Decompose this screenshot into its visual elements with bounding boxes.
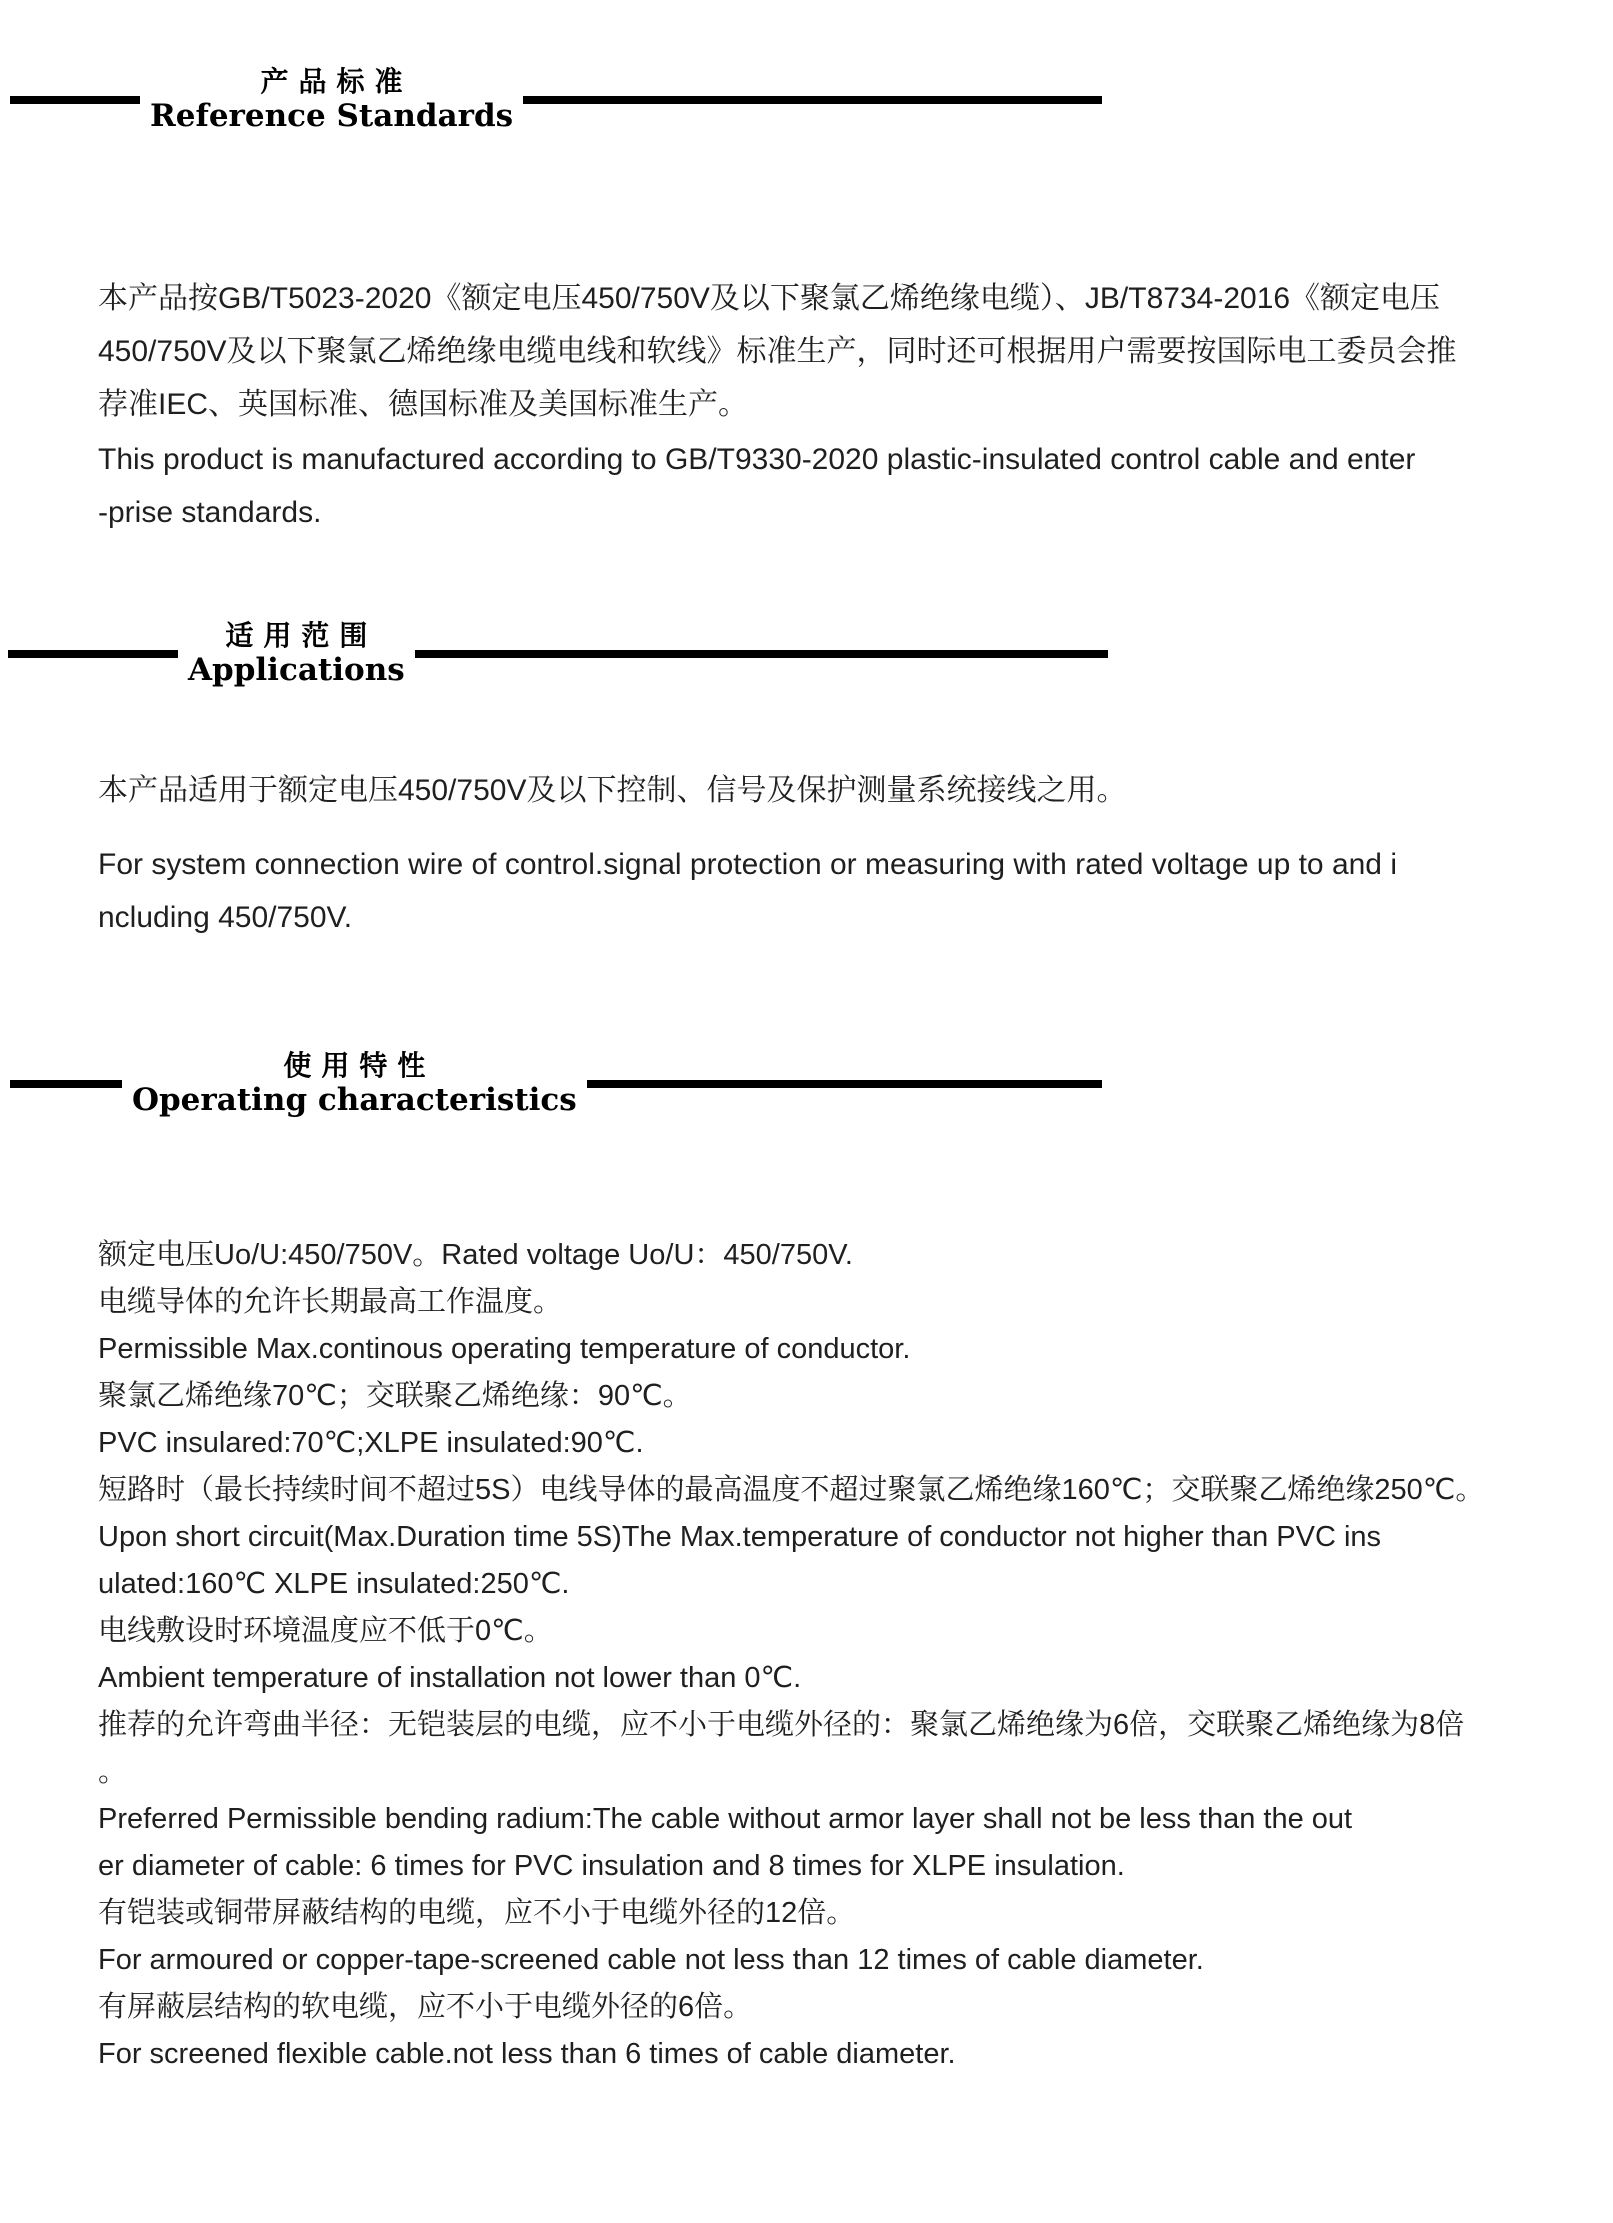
- characteristic-line: Ambient temperature of installation not lower than 0℃.: [98, 1662, 802, 1694]
- paragraph-line: This product is manufactured according to GB/T9330-2020 plastic-insulated control cable and enter: [98, 443, 1416, 476]
- header-divider-right: [587, 1080, 1102, 1088]
- characteristic-line: er diameter of cable: 6 times for PVC insulation and 8 times for XLPE insulation.: [98, 1850, 1125, 1882]
- section-title-block: [178, 620, 415, 688]
- section-title-cn: 产品标准: [260, 65, 413, 98]
- characteristic-line: 推荐的允许弯曲半径：无铠装层的电缆，应不小于电缆外径的：聚氯乙烯绝缘为6倍，交联聚乙烯绝缘为8倍: [98, 1709, 1465, 1741]
- characteristic-line: 。: [98, 1756, 128, 1788]
- section-header-reference-standards: [10, 66, 1102, 134]
- paragraph-line: 450/750V及以下聚氯乙烯绝缘电缆电线和软线》标准生产，同时还可根据用户需要按国际电工委员会推: [98, 335, 1457, 368]
- paragraph-line: 本产品适用于额定电压450/750V及以下控制、信号及保护测量系统接线之用。: [98, 774, 1127, 807]
- characteristic-line: Upon short circuit(Max.Duration time 5S)The Max.temperature of conductor not higher than PVC ins: [98, 1521, 1382, 1553]
- section-title-en: Applications: [188, 652, 405, 688]
- section-title-en: Reference Standards: [150, 98, 514, 134]
- header-divider-left: [8, 650, 178, 658]
- operating-characteristics-body: [98, 1232, 1484, 2078]
- paragraph-line: -prise standards.: [98, 496, 322, 529]
- characteristic-line: For armoured or copper-tape-screened cable not less than 12 times of cable diameter.: [98, 1944, 1204, 1976]
- paragraph-line: For system connection wire of control.signal protection or measuring with rated voltage up to and i: [98, 848, 1397, 881]
- characteristic-line: For screened flexible cable.not less than 6 times of cable diameter.: [98, 2038, 956, 2070]
- header-divider-right: [415, 650, 1108, 658]
- characteristic-line: Permissible Max.continous operating temperature of conductor.: [98, 1333, 911, 1365]
- header-divider-right: [523, 96, 1102, 104]
- characteristic-line: 电缆导体的允许长期最高工作温度。: [98, 1286, 563, 1318]
- paragraph-line: 本产品按GB/T5023-2020《额定电压450/750V及以下聚氯乙烯绝缘电缆）、JB/T8734-2016《额定电压: [98, 282, 1441, 315]
- reference-standards-paragraph-cn: [98, 272, 1456, 431]
- characteristic-line: ulated:160℃ XLPE insulated:250℃.: [98, 1568, 570, 1600]
- characteristic-line: Preferred Permissible bending radium:The cable without armor layer shall not be less than the out: [98, 1803, 1353, 1835]
- characteristic-line: 有屏蔽层结构的软电缆，应不小于电缆外径的6倍。: [98, 1991, 753, 2023]
- characteristic-line: 短路时（最长持续时间不超过5S）电线导体的最高温度不超过聚氯乙烯绝缘160℃；交联聚乙烯绝缘250℃。: [98, 1474, 1485, 1506]
- paragraph-line: ncluding 450/750V.: [98, 901, 353, 934]
- header-divider-left: [10, 96, 140, 104]
- reference-standards-paragraph-en: [98, 433, 1415, 539]
- header-divider-left: [10, 1080, 122, 1088]
- section-title-block: [122, 1050, 587, 1118]
- characteristic-line: 电线敷设时环境温度应不低于0℃。: [98, 1615, 553, 1647]
- section-header-applications: [8, 620, 1108, 688]
- characteristic-line: 聚氯乙烯绝缘70℃；交联聚乙烯绝缘：90℃。: [98, 1380, 692, 1412]
- section-header-operating-characteristics: [10, 1050, 1102, 1118]
- characteristic-line: PVC insulared:70℃;XLPE insulated:90℃.: [98, 1427, 644, 1459]
- section-title-en: Operating characteristics: [132, 1082, 577, 1118]
- section-title-cn: 适用范围: [225, 619, 378, 652]
- applications-paragraph-cn: [98, 764, 1126, 817]
- characteristic-line: 有铠装或铜带屏蔽结构的电缆，应不小于电缆外径的12倍。: [98, 1897, 856, 1929]
- section-title-cn: 使用特性: [283, 1049, 436, 1082]
- paragraph-line: 荐准IEC、英国标准、德国标准及美国标准生产。: [98, 388, 749, 421]
- characteristic-line: 额定电压Uo/U:450/750V。Rated voltage Uo/U：450/750V.: [98, 1239, 853, 1271]
- section-title-block: [140, 66, 523, 134]
- applications-paragraph-en: [98, 838, 1397, 944]
